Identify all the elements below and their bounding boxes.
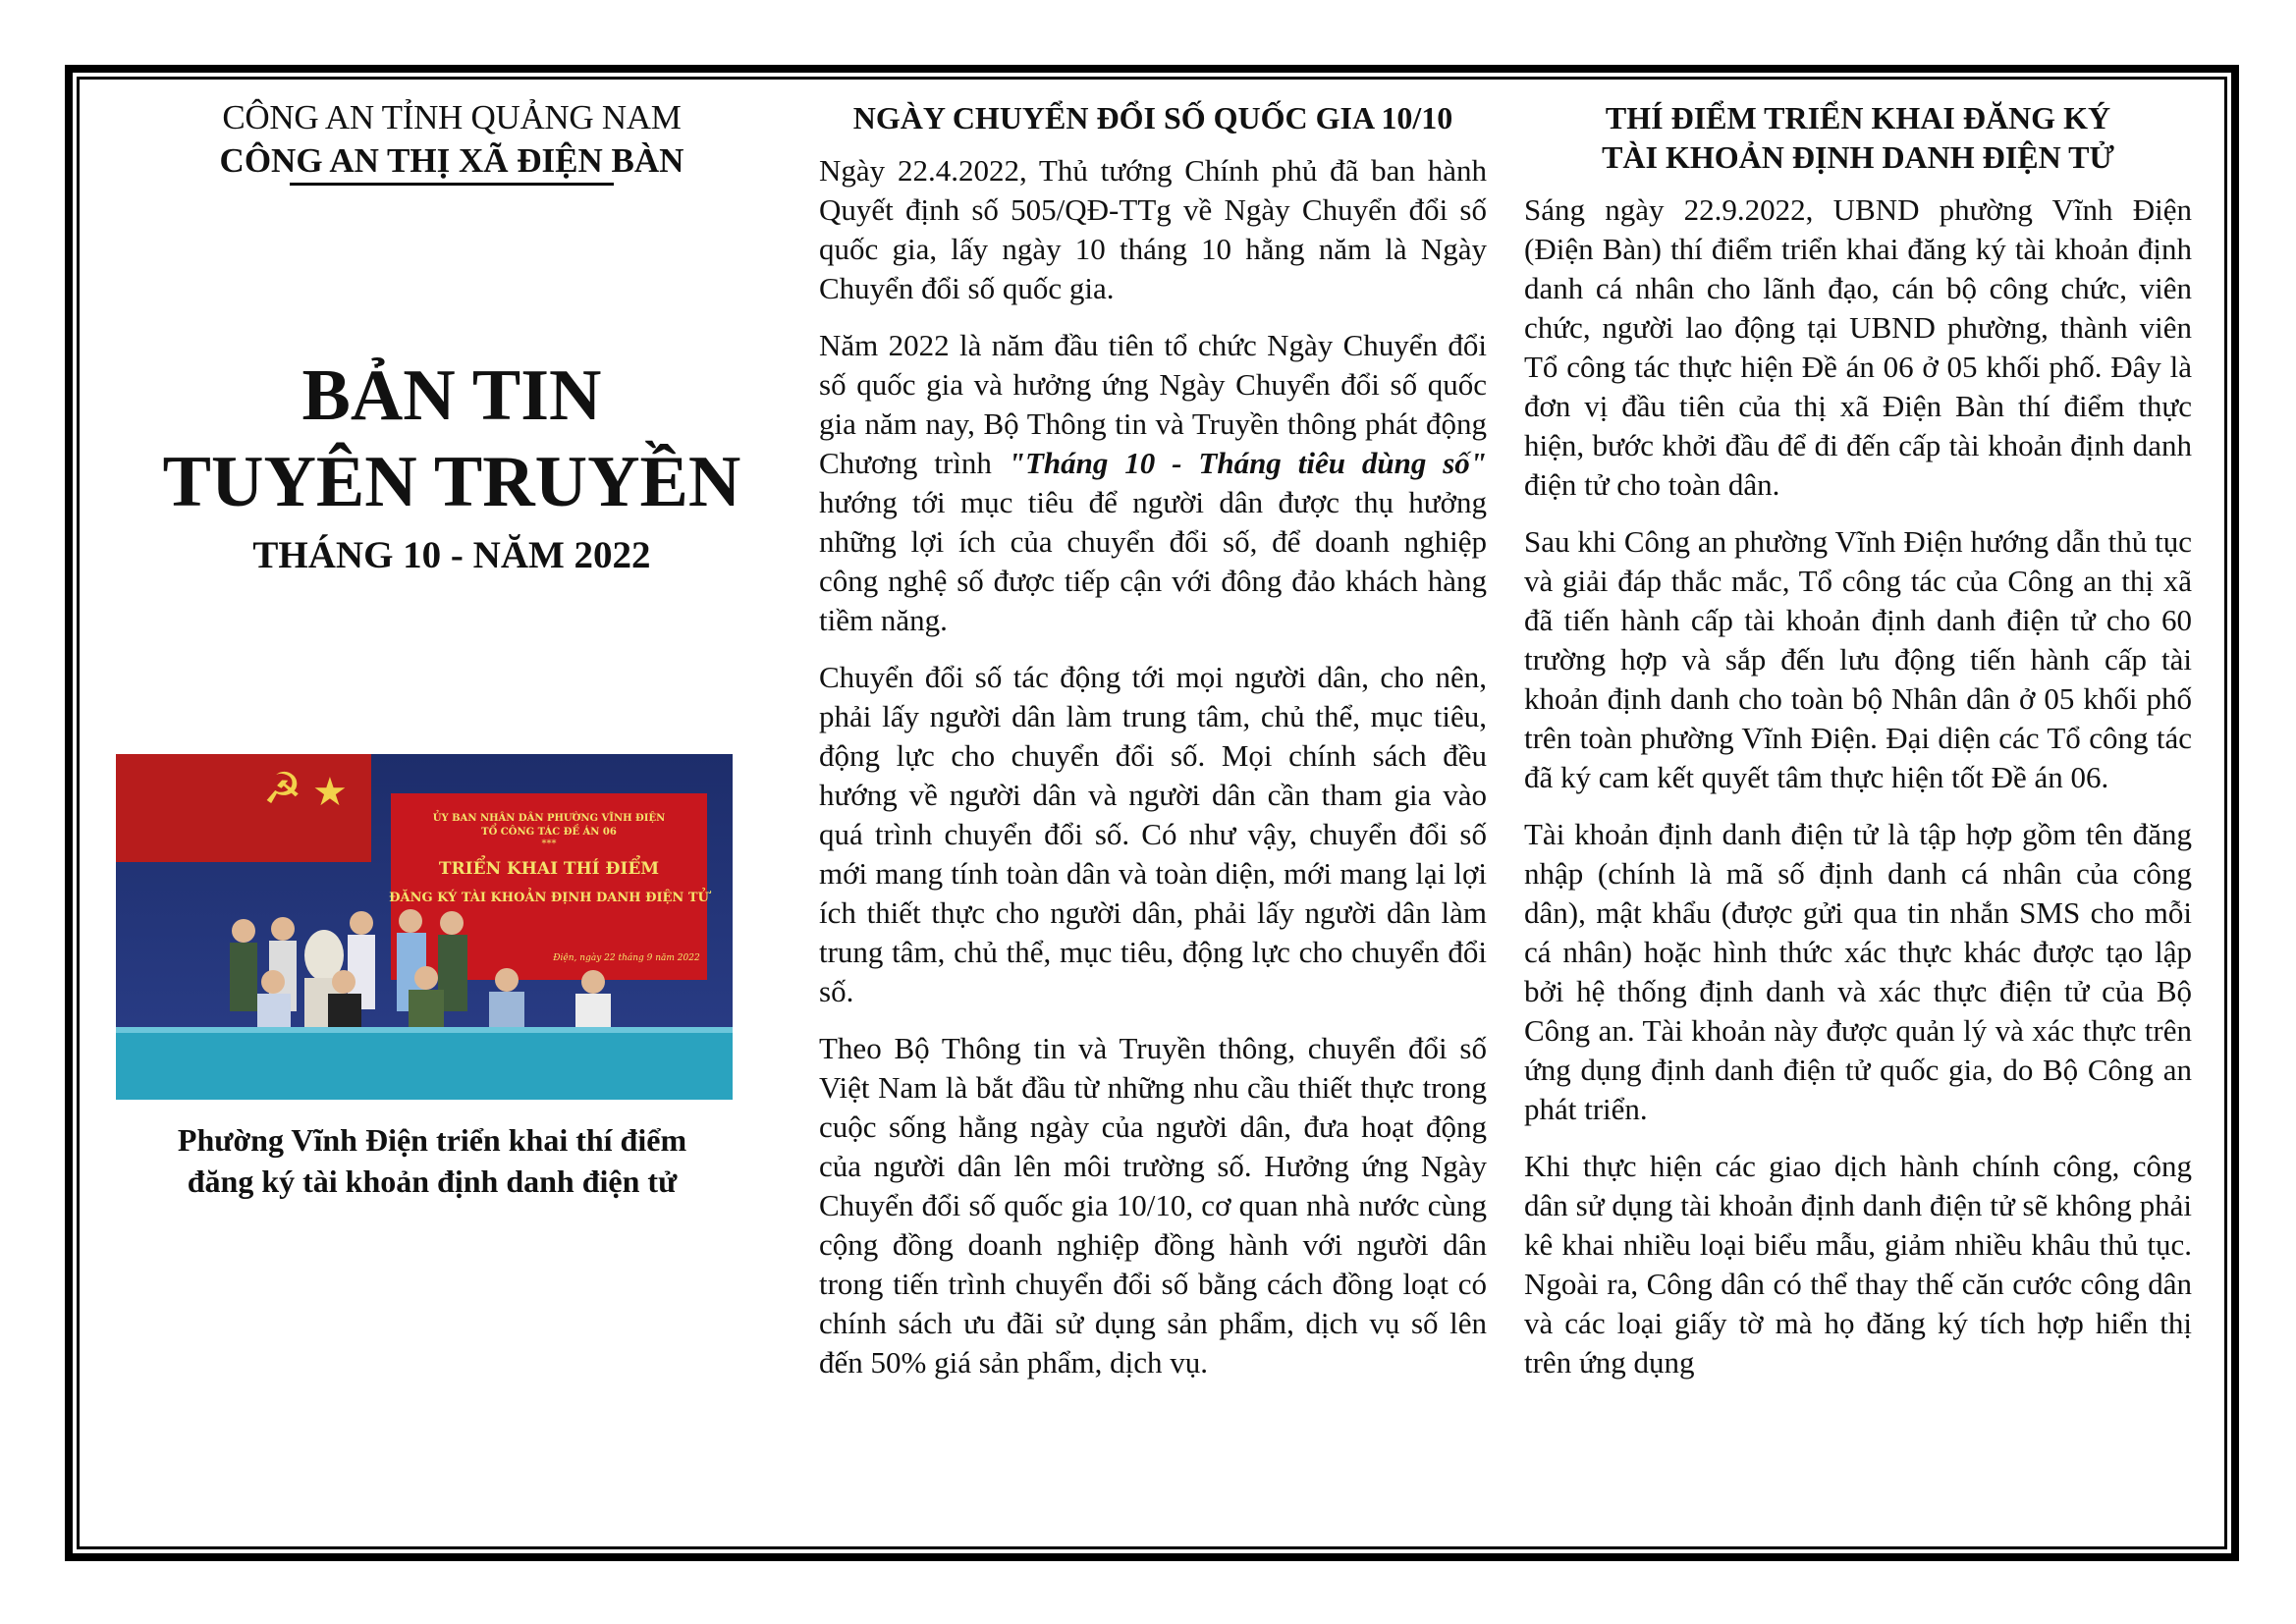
left-column — [108, 94, 795, 1199]
banner-stars: *** — [541, 839, 557, 849]
middle-column — [819, 94, 1487, 1382]
caption-line1: Phường Vĩnh Điện triển khai thí điểm — [177, 1122, 687, 1158]
banner-line4: ĐĂNG KÝ TÀI KHOẢN ĐỊNH DANH ĐIỆN TỬ — [389, 891, 709, 905]
hammer-sickle-icon: ☭ — [263, 764, 302, 814]
bulletin-title-line2: TUYÊN TRUYỀN — [162, 442, 741, 522]
article-paragraph: Chuyển đổi số tác động tới mọi người dân, cho nên, phải lấy người dân làm trung tâm, chủ thể, mục tiêu, động lực cho chuyển đổi số. Mọi chính sách đều hướng về người dân và người dân cần tham gia vào quá trình chuyển đổi số. Có như vậy, chuyển đổi số mới mang tính toàn dân và toàn diện, mới mang lại lợi ích thiết thực cho người dân, phải lấy người dân làm trung tâm, chủ thể, mục tiêu, động lực cho chuyển đổi số. — [819, 660, 1487, 1008]
article-paragraph — [819, 326, 1487, 640]
photo-illustration — [116, 754, 733, 1100]
caption-line2: đăng ký tài khoản định danh điện tử — [187, 1164, 678, 1199]
agency-town — [108, 141, 795, 181]
tablecloth — [116, 1027, 733, 1100]
bulletin-issue: THÁNG 10 - NĂM 2022 — [252, 534, 651, 576]
banner-date: Điện, ngày 22 tháng 9 năm 2022 — [553, 953, 700, 963]
photo-caption — [118, 1119, 746, 1202]
star-icon: ★ — [312, 770, 348, 815]
agency-underline — [290, 183, 614, 186]
agency-province: CÔNG AN TỈNH QUẢNG NAM — [222, 98, 682, 136]
agency-town-text: CÔNG AN THỊ XÃ ĐIỆN BÀN — [219, 141, 684, 180]
article-heading-digital-day: NGÀY CHUYỂN ĐỔI SỐ QUỐC GIA 10/10 — [852, 100, 1453, 135]
banner-line2: TỔ CÔNG TÁC ĐỀ ÁN 06 — [481, 827, 617, 838]
paragraph-text: hướng tới mục tiêu để người dân được thụ hưởng những lợi ích của chuyển đổi số, để doanh nghiệp công nghệ số được tiếp cận với đông đảo khách hàng tiềm năng. — [819, 485, 1487, 637]
heading-line2: TÀI KHOẢN ĐỊNH DANH ĐIỆN TỬ — [1602, 139, 2114, 175]
article-paragraph: Ngày 22.4.2022, Thủ tướng Chính phủ đã ban hành Quyết định số 505/QĐ-TTg về Ngày Chuyển đổi số quốc gia, lấy ngày 10 tháng 10 hằng năm là Ngày Chuyển đổi số quốc gia. — [819, 153, 1487, 305]
article-heading-eid — [1524, 98, 2192, 177]
banner-line3: TRIỂN KHAI THÍ ĐIỂM — [438, 859, 660, 879]
bulletin-title — [108, 352, 795, 525]
paragraph-text: Năm 2022 là năm đầu tiên tổ chức Ngày Chuyển đổi số quốc gia và hưởng ứng Ngày Chuyển đổi số quốc gia năm nay, Bộ Thông tin và Truyền thông phát động Chương trình — [819, 328, 1487, 480]
banner-line1: ỦY BAN NHÂN DÂN PHƯỜNG VĨNH ĐIỆN — [432, 813, 666, 824]
heading-line1: THÍ ĐIỂM TRIỂN KHAI ĐĂNG KÝ — [1605, 100, 2111, 135]
program-name-emphasis: "Tháng 10 - Tháng tiêu dùng số" — [1008, 446, 1487, 480]
signing-ceremony-photo — [116, 754, 733, 1100]
article-paragraph: Khi thực hiện các giao dịch hành chính công, công dân sử dụng tài khoản định danh điện tử sẽ không phải kê khai nhiều loại biểu mẫu, giảm nhiều khâu thủ tục. Ngoài ra, Công dân có thể thay thế căn cước công dân và các loại giấy tờ mà họ đăng ký tích hợp hiển thị trên ứng dụng — [1524, 1149, 2192, 1380]
article-paragraph: Theo Bộ Thông tin và Truyền thông, chuyển đổi số Việt Nam là bắt đầu từ những nhu cầu thiết thực trong cuộc sống hằng ngày của người dân, đưa hoạt động của người dân lên môi trường số. Hưởng ứng Ngày Chuyển đổi số quốc gia 10/10, cơ quan nhà nước cùng cộng đồng doanh nghiệp đồng hành với người dân trong tiến trình chuyển đổi số bằng cách đồng loạt có chính sách ưu đãi sử dụng sản phẩm, dịch vụ số lên đến 50% giá sản phẩm, dịch vụ. — [819, 1031, 1487, 1380]
bulletin-title-line1: BẢN TIN — [301, 355, 602, 436]
article-paragraph: Sau khi Công an phường Vĩnh Điện hướng dẫn thủ tục và giải đáp thắc mắc, Tổ công tác của Công an thị xã đã tiến hành cấp tài khoản định danh điện tử cho 60 trường hợp và sắp đến lưu động tiến hành cấp tài khoản định danh cho toàn bộ Nhân dân ở 05 khối phố trên toàn phường Vĩnh Điện. Đại diện các Tổ công tác đã ký cam kết quyết tâm thực hiện tốt Đề án 06. — [1524, 524, 2192, 794]
article-paragraph: Sáng ngày 22.9.2022, UBND phường Vĩnh Điện (Điện Bàn) thí điểm triển khai đăng ký tài khoản định danh cá nhân cho lãnh đạo, cán bộ công chức, viên chức, người lao động tại UBND phường, thành viên Tổ công tác thực hiện Đề án 06 ở 05 khối phố. Đây là đơn vị đầu tiên của thị xã Điện Bàn thí điểm thực hiện, bước khởi đầu để đi đến cấp tài khoản định danh điện tử cho toàn dân. — [1524, 192, 2192, 502]
article-paragraph: Tài khoản định danh điện tử là tập hợp gồm tên đăng nhập (chính là mã số định danh cá nhân của công dân), mật khẩu (được gửi qua tin nhắn SMS cho mỗi cá nhân) hoặc hình thức xác thực khác được tạo lập bởi hệ thống định danh và xác thực điện tử của Bộ Công an. Tài khoản này được quản lý và xác thực trên ứng dụng định danh điện tử quốc gia, do Bộ Công an phát triển. — [1524, 817, 2192, 1126]
right-column — [1524, 94, 2192, 1382]
